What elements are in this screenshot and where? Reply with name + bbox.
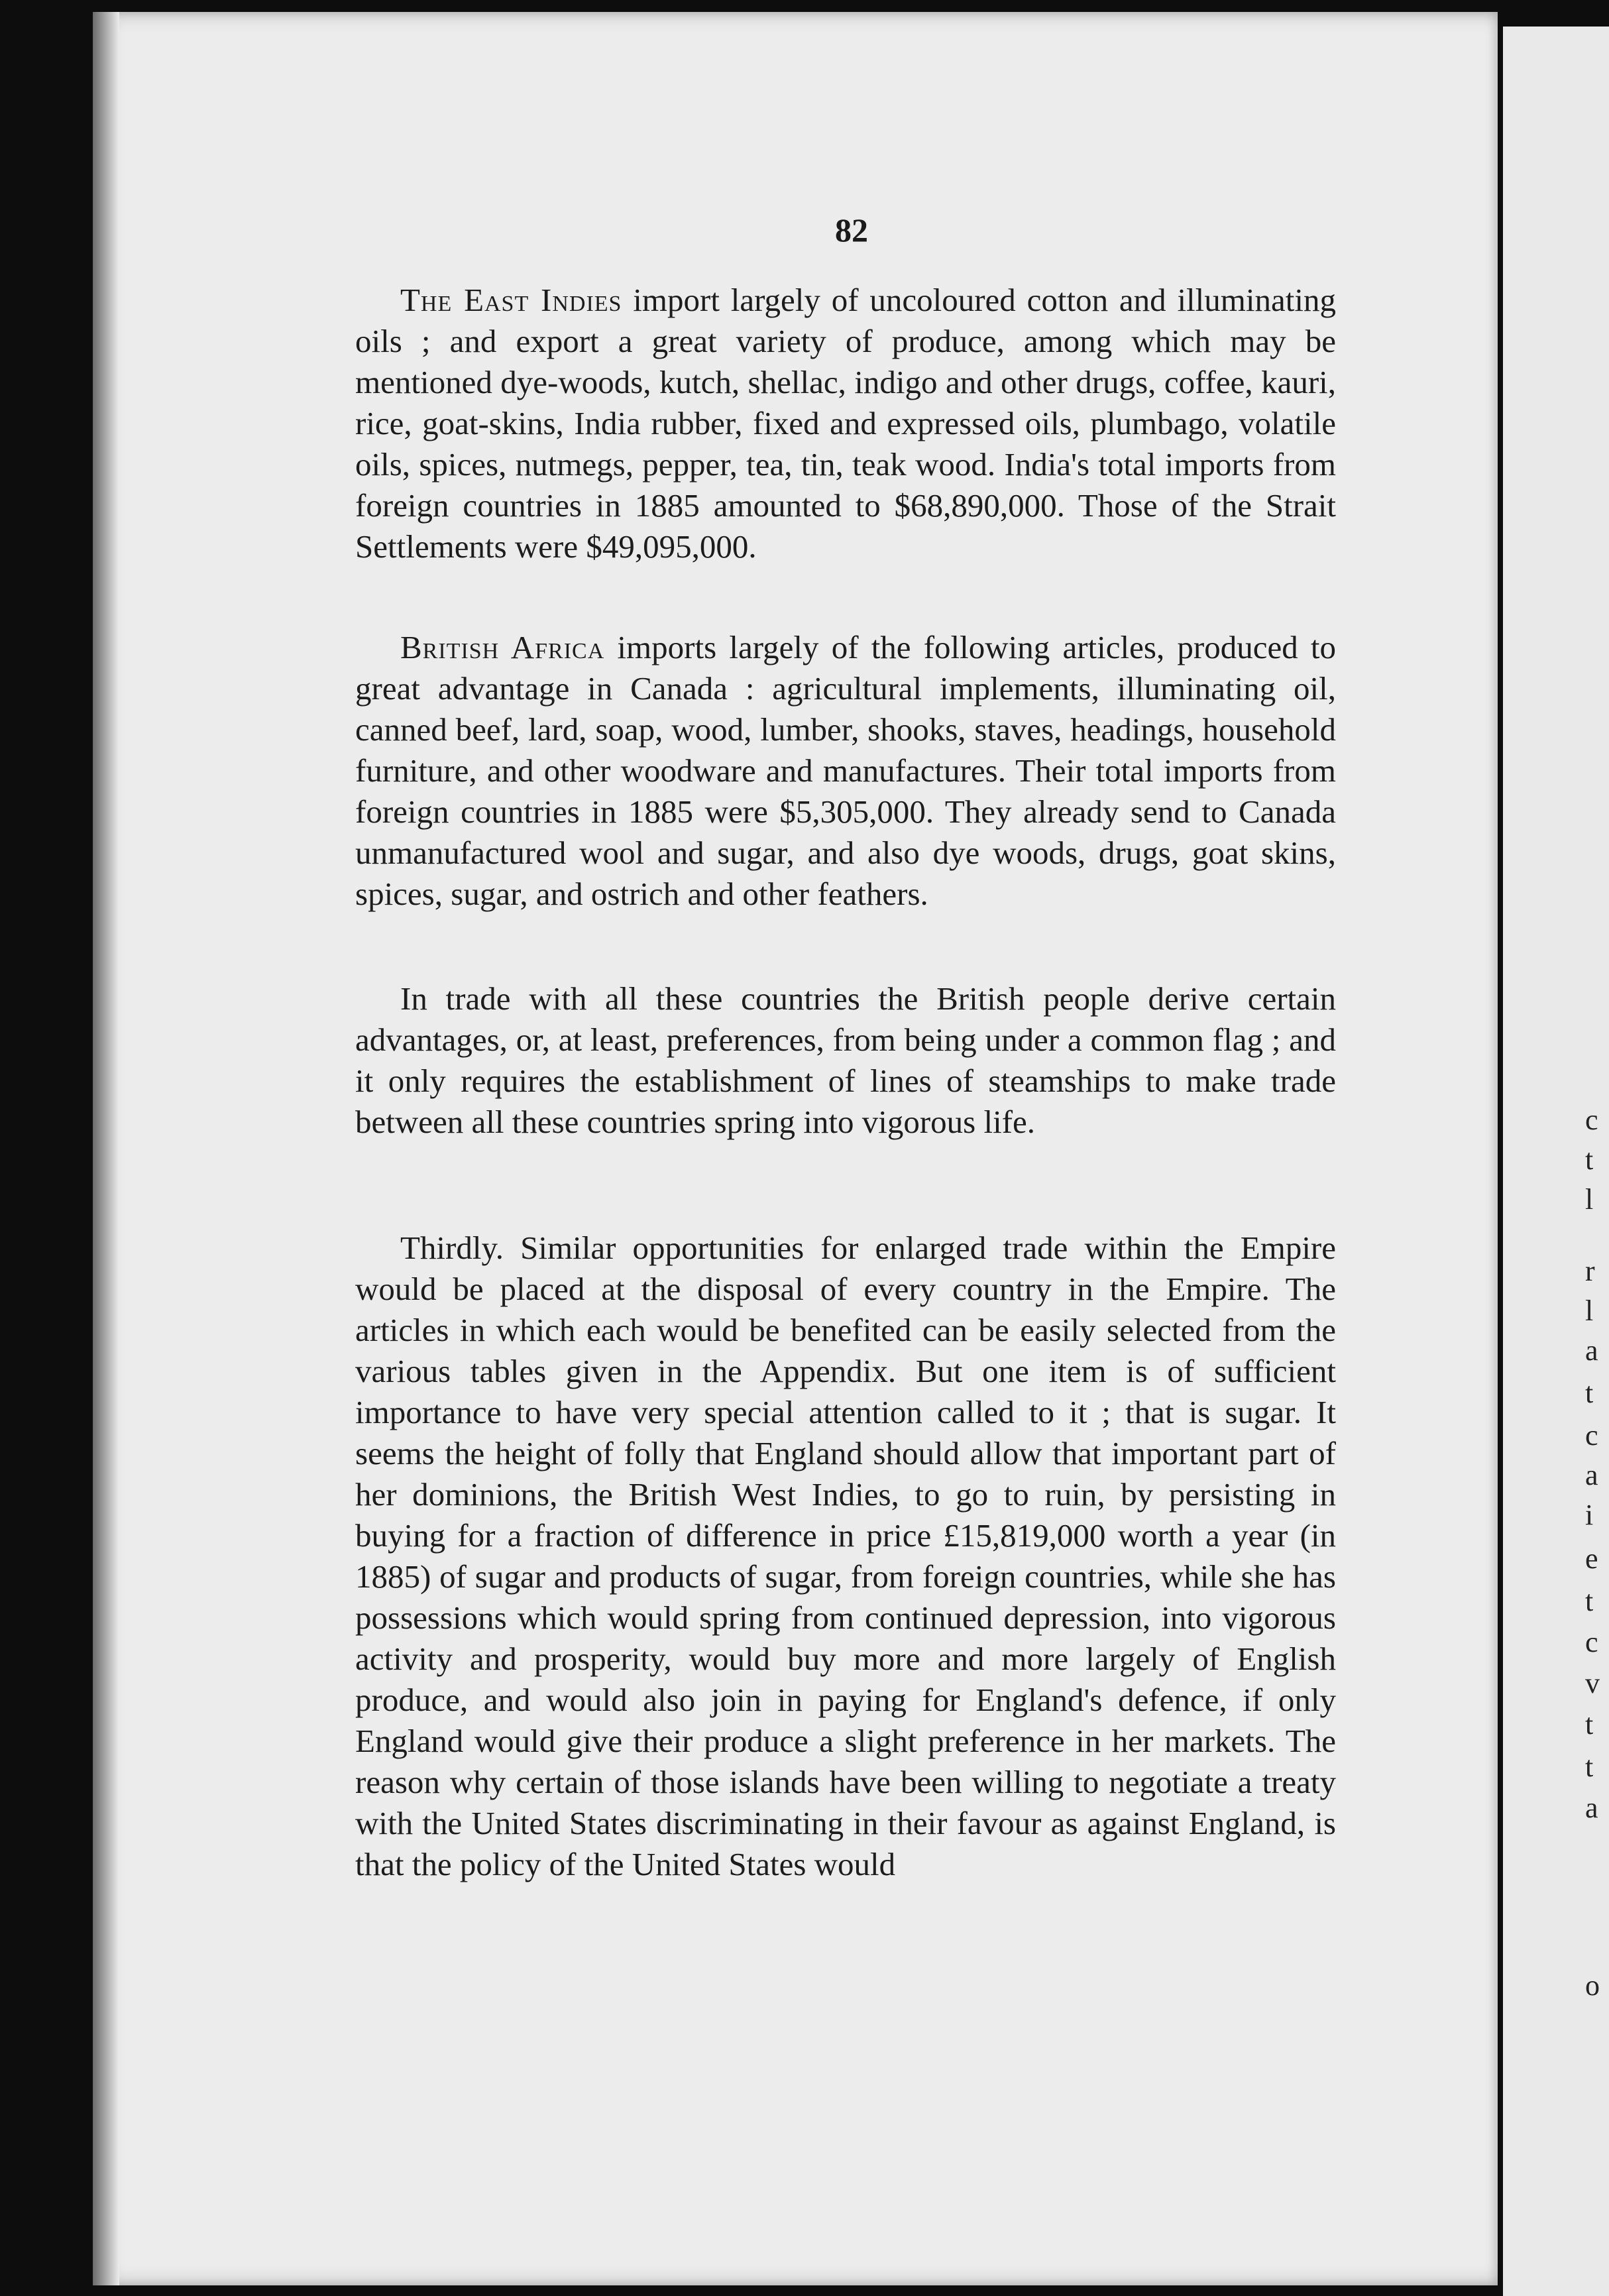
facing-page-letter: a <box>1585 1334 1598 1367</box>
facing-page-letter: e <box>1585 1542 1598 1575</box>
facing-page-letter: c <box>1585 1626 1598 1658</box>
facing-page-letter: t <box>1585 1377 1594 1409</box>
paragraph-thirdly <box>355 1228 1336 1885</box>
facing-page-letter: a <box>1585 1459 1598 1491</box>
paragraph-text: In trade with all these countries the British people derive certain advantages, or, at least, preferences, from being under a common flag ; and it only requires the establishment of lines of steamships to make trade between all these countries spring into vigorous life. <box>355 980 1336 1140</box>
facing-page-letter: t <box>1585 1708 1594 1741</box>
facing-page-edge <box>1503 27 1609 2296</box>
paragraph-lead: The East Indies <box>400 282 622 318</box>
paragraph-british-africa <box>355 627 1336 915</box>
facing-page-letter: o <box>1585 1969 1600 2002</box>
facing-page-letter: a <box>1585 1792 1598 1824</box>
gutter-shadow <box>93 12 119 2285</box>
paragraph-text: imports largely of the following articles, produced to great advantage in Canada : agricultural implements, illuminating oil, canned beef, lard, soap, wood, lumber, shooks, staves, headings, household furniture, and other woodware and manufactures. Their total imports from foreign countries in 1885 were $5,305,000. They already send to Canada unmanufactured wool and sugar, and also dye woods, drugs, goat skins, spices, sugar, and ostrich and other feathers. <box>355 629 1336 912</box>
facing-page-letter: t <box>1585 1585 1594 1617</box>
paragraph-lead: British Africa <box>400 629 605 665</box>
facing-page-letter: t <box>1585 1143 1594 1176</box>
facing-page-letter: r <box>1585 1255 1595 1287</box>
paragraph-text: import largely of uncoloured cotton and illuminating oils ; and export a great variety of produce, among which may be mentioned dye-woods, kutch, shellac, indigo and other drugs, coffee, kauri, rice, goat-skins, India rubber, fixed and expressed oils, plumbago, volatile oils, spices, nutmegs, pepper, tea, tin, teak wood. India's total imports from foreign countries in 1885 amounted to $68,890,000. Those of the Strait Settlements were $49,095,000. <box>355 282 1336 565</box>
facing-page-letter: l <box>1585 1294 1594 1327</box>
facing-page-letter: t <box>1585 1751 1594 1783</box>
facing-page-letter: i <box>1585 1499 1594 1531</box>
facing-page-letter: c <box>1585 1419 1598 1452</box>
paragraph-trade-advantages <box>355 978 1336 1143</box>
paragraph-east-indies <box>355 280 1336 567</box>
facing-page-letter: c <box>1585 1104 1598 1136</box>
paragraph-text: Thirdly. Similar opportunities for enlarged trade within the Empire would be placed at the disposal of every country in the Empire. The articles in which each would be benefited can be easily selected from the various tables given in the Appendix. But one item is of sufficient importance to have very special attention called to it ; that is sugar. It seems the height of folly that England should allow that important part of her dominions, the British West Indies, to go to ruin, by persisting in buying for a fraction of difference in price £15,819,000 worth a year (in 1885) of sugar and products of sugar, from foreign countries, while she has possessions which would spring from continued depression, into vigorous activity and prosperity, would buy more and more largely of English produce, and would also join in paying for England's defence, if only England would give their produce a slight preference in her markets. The reason why certain of those islands have been willing to negotiate a treaty with the United States discriminating in their favour as against England, is that the policy of the United States would <box>355 1230 1336 1882</box>
page-number: 82 <box>835 211 868 249</box>
facing-page-letter: l <box>1585 1183 1594 1216</box>
facing-page-letter: v <box>1585 1667 1600 1699</box>
